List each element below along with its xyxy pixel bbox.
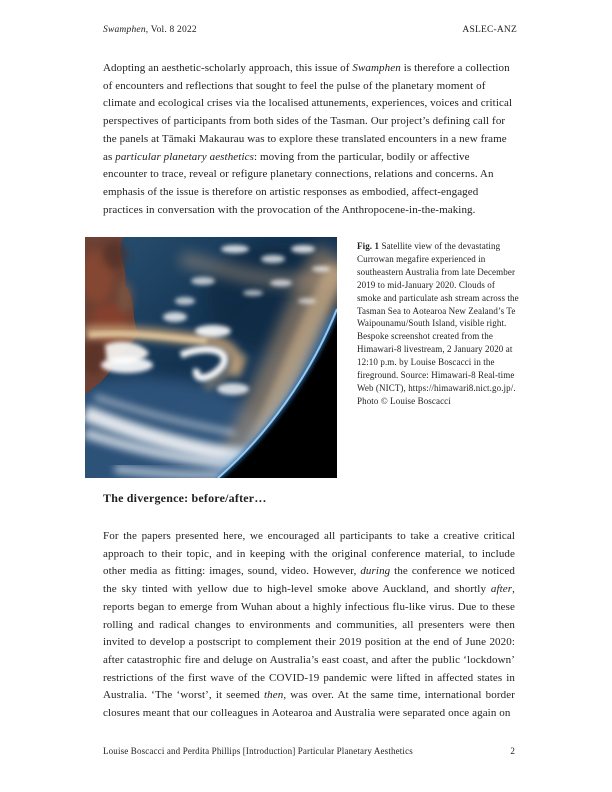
page-header <box>103 25 517 35</box>
figure-1 <box>85 237 337 478</box>
intro-paragraph: Adopting an aesthetic-scholarly approach, this issue of Swamphen is therefore a collection of encounters and reflections that sought to feel the pulse of the planetary moment of climate and ecological crises via the localised attunements, experiences, voices and critical perspectives of participants from both sides of the Tasman. Our project’s defining call for the panels at Tāmaki Makaurau was to explore these translated encounters in a new frame as particular planetary aesthetics: moving from the particular, bodily or affective encounter to trace, reveal or refigure planetary connections, relations and concerns. An emphasis of the issue is therefore on artistic responses as embodied, affect-engaged practices in conversation with the provocation of the Anthropocene-in-the-making. <box>103 62 513 216</box>
section-heading: The divergence: before/after… <box>103 491 267 505</box>
earth-satellite-image <box>85 237 337 478</box>
page-number: 2 <box>510 746 515 756</box>
figure-caption: Fig. 1 Satellite view of the devastating Currowan megafire experienced in southeastern Australia from late December 2019 to mid-January 2020. Clouds of smoke and particulate ash stream across the Tasman Sea to Aotearoa New Zealand’s Te Waipounamu/South Island, visible right. Bespoke screenshot created from the Himawari-8 livestream, 2 January 2020 at 12:10 p.m. by Louise Boscacci in the fireground. Source: Himawari-8 Real-time Web (NICT), https://himawari8.nict.go.jp/. Photo © Louise Boscacci <box>357 241 519 406</box>
page-footer <box>103 746 515 756</box>
journal-title: Swamphen <box>103 25 146 35</box>
journal-reference <box>103 25 197 35</box>
organisation-name: ASLEC-ANZ <box>462 25 517 35</box>
divergence-paragraph: For the papers presented here, we encouraged all participants to take a creative critical approach to their topic, and in keeping with the original conference material, to include other media as fitting: images, sound, video. However, during the conference we noticed the sky tinted with yellow due to high-level smoke above Auckland, and shortly after, reports began to emerge from Wuhan about a highly infectious flu-like virus. Due to these rolling and radical changes to environments and communities, all presenters were then invited to develop a postscript to complement their 2019 position at the end of June 2020: after catastrophic fire and deluge on Australia’s east coast, and after the public ‘lockdown’ restrictions of the first wave of the COVID-19 pandemic were lifted in affected states in Australia. ‘The ‘worst’, it seemed then, was over. At the same time, international border closures meant that our colleagues in Aotearoa and Australia were separated once again on <box>103 530 515 720</box>
footer-citation: Louise Boscacci and Perdita Phillips [Introduction] Particular Planetary Aesthetics <box>103 746 413 756</box>
journal-volume: , Vol. 8 2022 <box>145 25 197 35</box>
